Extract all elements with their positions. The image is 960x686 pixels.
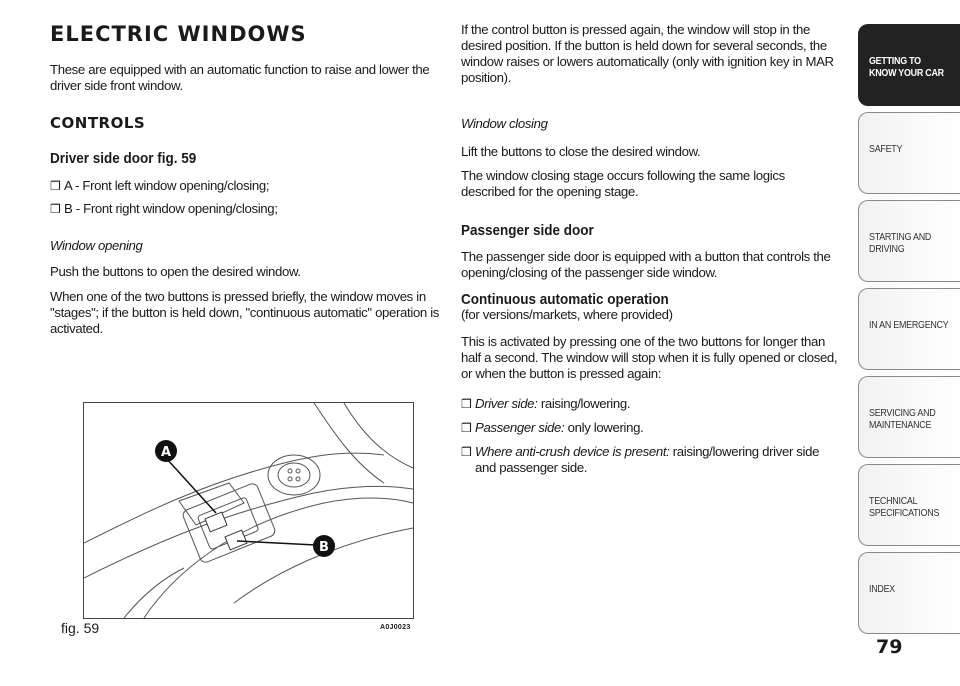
item-text: raising/lowering. [537,396,631,411]
figure-59-illustration [83,402,414,619]
passenger-side-text: The passenger side door is equipped with a button that controls the opening/closing of the passenger side window. [461,249,831,280]
door-switch-drawing [84,403,413,618]
tab-label: STARTING AND DRIVING [869,231,932,255]
tab-index[interactable] [858,552,960,634]
driver-side-heading: Driver side door fig. 59 [50,150,197,167]
callout-a-label: A [160,445,172,460]
right-intro-text: If the control button is pressed again, the window will stop in the desired position. If the button is held down for several seconds, the window raises or lowers automatically (only with ignition key in MAR position). [461,22,834,85]
tab-getting-to-know-your-car[interactable] [858,24,960,106]
list-item [461,420,841,436]
item-label: Where anti-crush device is present: [475,444,670,459]
list-item [461,444,841,476]
tab-label: INDEX [869,583,896,595]
driver-item-b: B - Front right window opening/closing; [64,201,278,216]
driver-item-a: A - Front left window opening/closing; [64,178,270,193]
window-closing-heading: Window closing [461,116,548,131]
list-item [50,201,440,217]
checkbox-bullet-icon: ❒ [461,397,472,411]
tab-label: TECHNICAL SPECIFICATIONS [869,495,940,519]
checkbox-bullet-icon: ❒ [50,202,61,216]
tab-safety[interactable] [858,112,960,194]
figure-code: A0J0023 [380,624,411,631]
tab-technical-specifications[interactable] [858,464,960,546]
tab-servicing-and-maintenance[interactable] [858,376,960,458]
window-opening-text-2: When one of the two buttons is pressed briefly, the window moves in "stages"; if the button is held down, "continuous automatic" operation is activated. [50,289,440,336]
window-opening-text-1: Push the buttons to open the desired window. [50,264,301,279]
controls-heading: CONTROLS [50,114,146,132]
list-item [50,178,440,194]
continuous-operation-text: This is activated by pressing one of the two buttons for longer than half a second. The window will stop when it is fully opened or closed, or when the button is pressed again: [461,334,838,381]
tab-starting-and-driving[interactable] [858,200,960,282]
window-closing-text-2: The window closing stage occurs following the same logics described for the opening stage. [461,168,785,199]
checkbox-bullet-icon: ❒ [461,445,472,459]
tab-label: IN AN EMERGENCY [869,319,949,331]
item-label: Driver side: [475,396,538,411]
passenger-side-heading: Passenger side door [461,222,594,239]
item-label: Passenger side: [475,420,565,435]
tab-label: SAFETY [869,143,903,155]
page-title: ELECTRIC WINDOWS [50,22,307,46]
continuous-operation-heading: Continuous automatic operation [461,291,669,308]
continuous-operation-subtitle: (for versions/markets, where provided) [461,307,673,322]
page-number: 79 [876,636,903,658]
tab-label: GETTING TO KNOW YOUR CAR [869,55,944,79]
tab-label: SERVICING AND MAINTENANCE [869,407,936,431]
checkbox-bullet-icon: ❒ [50,179,61,193]
callout-b-label: B [319,540,329,555]
checkbox-bullet-icon: ❒ [461,421,472,435]
window-opening-heading: Window opening [50,238,143,253]
intro-text: These are equipped with an automatic function to raise and lower the driver side front window. [50,62,430,93]
list-item [461,396,841,412]
figure-label: fig. 59 [61,620,100,636]
window-closing-text-1: Lift the buttons to close the desired window. [461,144,701,159]
item-text: only lowering. [564,420,644,435]
item-text: raising/lowering driver side and passenger side. [475,444,820,475]
tab-in-an-emergency[interactable] [858,288,960,370]
